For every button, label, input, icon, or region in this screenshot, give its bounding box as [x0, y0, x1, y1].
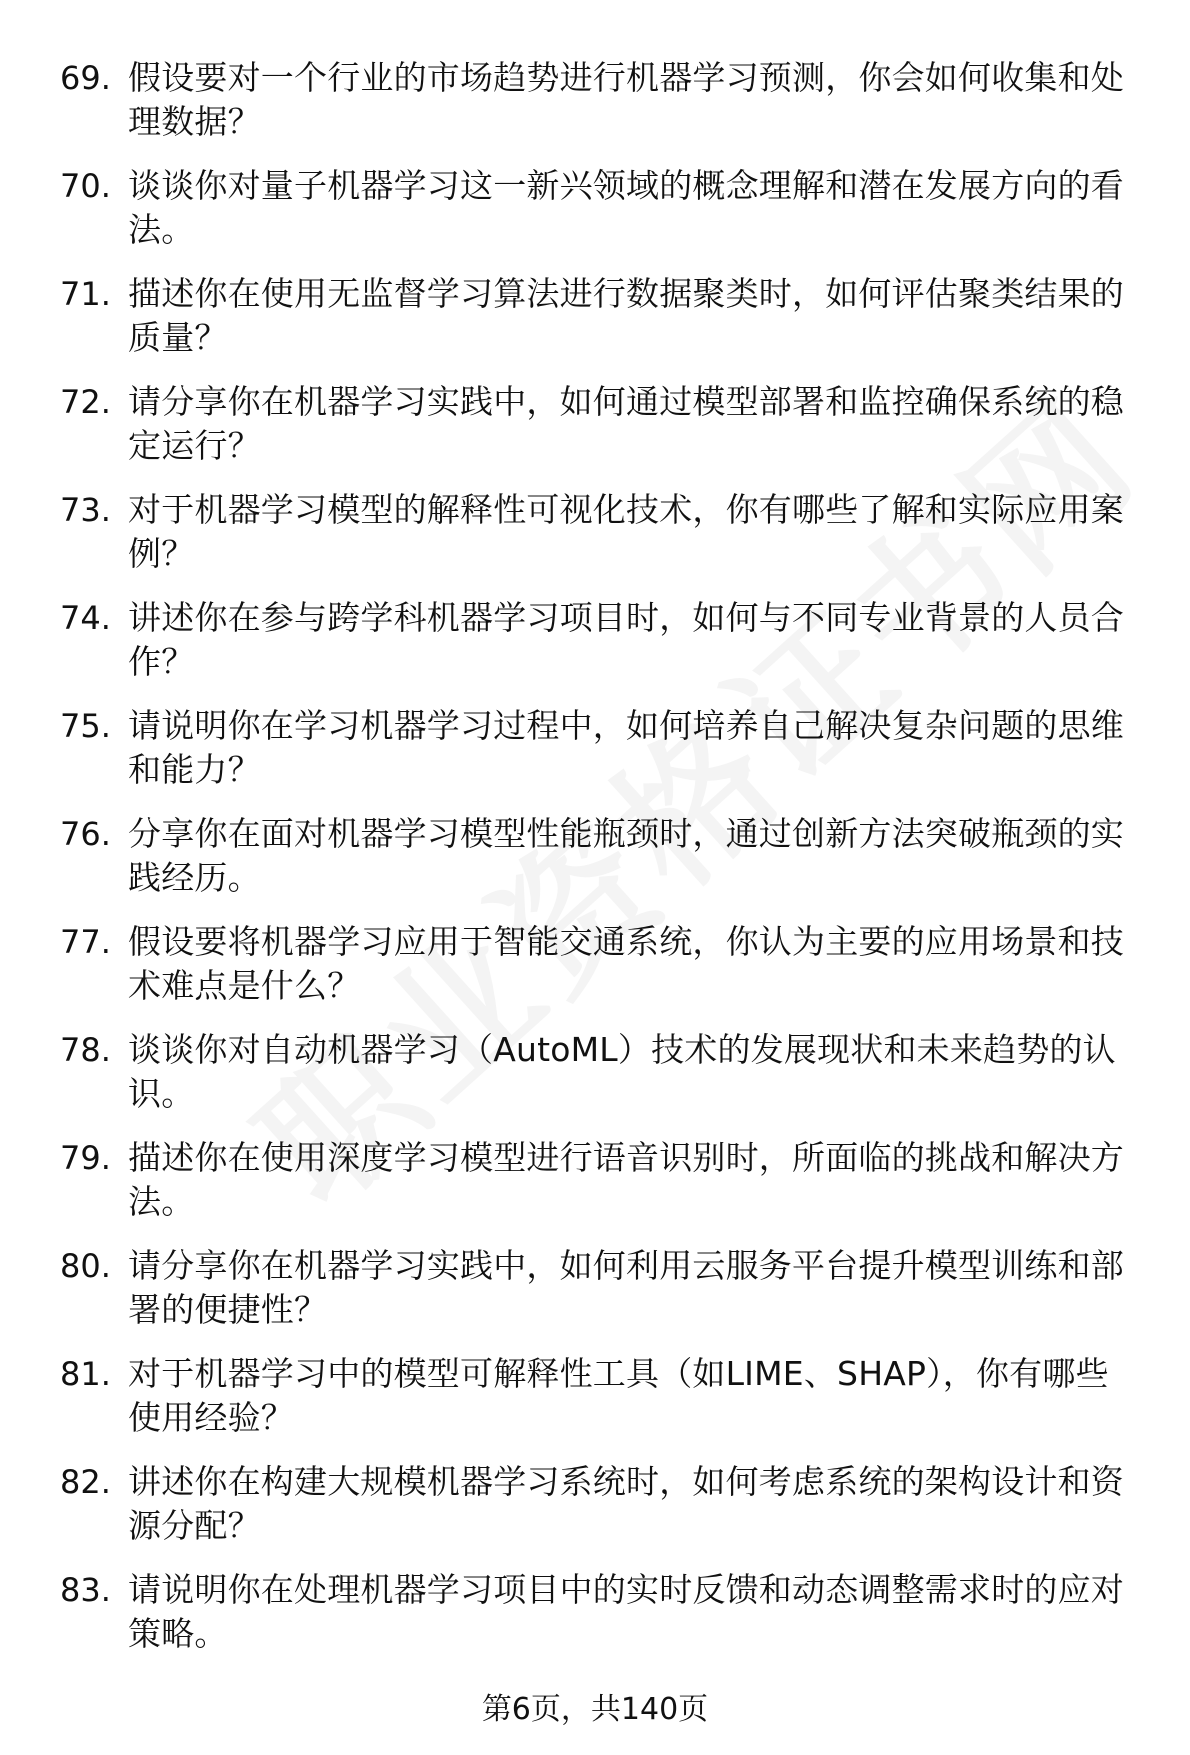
question-number: 81.	[60, 1355, 111, 1393]
question-text: 请分享你在机器学习实践中，如何通过模型部署和监控确保系统的稳定运行？	[128, 382, 1124, 465]
list-item	[60, 56, 1170, 164]
question-number: 70.	[60, 167, 111, 205]
question-number: 74.	[60, 599, 111, 637]
question-text: 讲述你在参与跨学科机器学习项目时，如何与不同专业背景的人员合作？	[128, 598, 1124, 681]
question-number: 73.	[60, 491, 111, 529]
question-number: 82.	[60, 1463, 111, 1501]
question-number: 69.	[60, 59, 111, 97]
question-text: 分享你在面对机器学习模型性能瓶颈时，通过创新方法突破瓶颈的实践经历。	[128, 814, 1124, 897]
question-text: 假设要对一个行业的市场趋势进行机器学习预测，你会如何收集和处理数据？	[128, 58, 1124, 141]
question-list	[60, 56, 1170, 1676]
list-item	[60, 272, 1170, 380]
question-text: 对于机器学习中的模型可解释性工具（如LIME、SHAP），你有哪些使用经验？	[128, 1354, 1109, 1437]
question-text: 谈谈你对自动机器学习（AutoML）技术的发展现状和未来趋势的认识。	[128, 1030, 1116, 1113]
list-item	[60, 596, 1170, 704]
list-item	[60, 164, 1170, 272]
question-text: 对于机器学习模型的解释性可视化技术，你有哪些了解和实际应用案例？	[128, 490, 1124, 573]
question-number: 80.	[60, 1247, 111, 1285]
question-number: 77.	[60, 923, 111, 961]
question-number: 83.	[60, 1571, 111, 1609]
list-item	[60, 1352, 1170, 1460]
question-text: 描述你在使用无监督学习算法进行数据聚类时，如何评估聚类结果的质量？	[128, 274, 1124, 357]
list-item	[60, 1028, 1170, 1136]
question-number: 75.	[60, 707, 111, 745]
list-item	[60, 704, 1170, 812]
question-text: 谈谈你对量子机器学习这一新兴领域的概念理解和潜在发展方向的看法。	[128, 166, 1124, 249]
list-item	[60, 488, 1170, 596]
question-number: 72.	[60, 383, 111, 421]
list-item	[60, 920, 1170, 1028]
list-item	[60, 380, 1170, 488]
question-number: 78.	[60, 1031, 111, 1069]
list-item	[60, 1568, 1170, 1676]
list-item	[60, 812, 1170, 920]
question-text: 请分享你在机器学习实践中，如何利用云服务平台提升模型训练和部署的便捷性？	[128, 1246, 1124, 1329]
question-text: 假设要将机器学习应用于智能交通系统，你认为主要的应用场景和技术难点是什么？	[128, 922, 1124, 1005]
question-text: 讲述你在构建大规模机器学习系统时，如何考虑系统的架构设计和资源分配？	[128, 1462, 1124, 1545]
page-number: 第6页，共140页	[481, 1692, 709, 1727]
question-text: 描述你在使用深度学习模型进行语音识别时，所面临的挑战和解决方法。	[128, 1138, 1124, 1221]
question-text: 请说明你在处理机器学习项目中的实时反馈和动态调整需求时的应对策略。	[128, 1570, 1124, 1653]
question-number: 76.	[60, 815, 111, 853]
question-number: 79.	[60, 1139, 111, 1177]
question-text: 请说明你在学习机器学习过程中，如何培养自己解决复杂问题的思维和能力？	[128, 706, 1124, 789]
list-item	[60, 1136, 1170, 1244]
question-number: 71.	[60, 275, 111, 313]
list-item	[60, 1244, 1170, 1352]
list-item	[60, 1460, 1170, 1568]
